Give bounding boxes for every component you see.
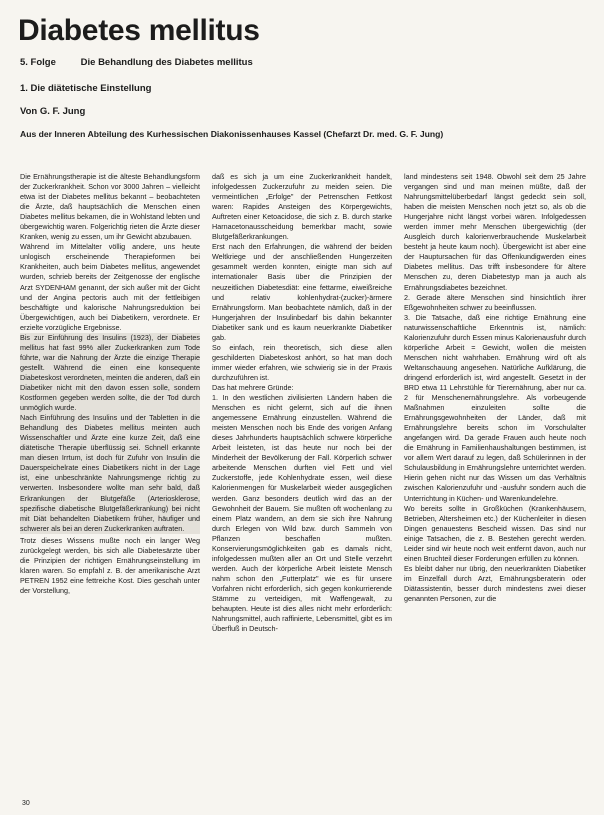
paragraph: Während im Mittelalter völlig andere, uns heute unlogisch erscheinende Therapieformen bei Krankheiten, auch beim Diabetes mellitus, angewendet wurden, schrieb bereits der Zeitgenosse der englische Arzt SYDENHAM genannt, der sich außer mit der Gicht und der Angina pectoris auch mit der fettleibigen beschäftigte und kalorische Nahrungsreduktion bei Übergewichtigen, auch bei Diabetikern, verordnete. Er erzielte vorzügliche Ergebnisse. xyxy=(20,242,200,332)
text-column-2 xyxy=(212,172,392,634)
page-number: 30 xyxy=(22,800,30,807)
paragraph: Es bleibt daher nur übrig, den neuerkrankten Diabetiker im Einzelfall durch Arzt, Ernährungsberaterin oder Diätassistentin, besser durch mindestens zwei dieser genannten Personen, zur die xyxy=(404,563,586,603)
paragraph: land mindestens seit 1948. Obwohl seit dem 25 Jahre vergangen sind und man meinen müßte, daß der Nahrungsmittelüberbedarf längst gedeckt sein soll, haben die meisten Menschen noch jetzt so, als ob die Hungerjahre nicht längst vorbei wären. Infolgedessen werden immer mehr Menschen übergewichtig (der Ausgleich durch kalorienverbrauchende Muskelarbeit besteht ja heute kaum noch). Übergewicht ist aber eine der Hauptursachen für das Offenkundigwerden eines Diabetes mellitus. Das trifft insbesondere für ältere Menschen zu, deren Diabetestyp man ja auch als Ernährungsdiabetes bezeichnet. xyxy=(404,172,586,292)
paragraph: So einfach, rein theoretisch, sich diese allen geschilderten Diabeteskost anhört, so hat man doch immer wieder erfahren, wie schwierig sie in der Praxis durchzuführen ist. xyxy=(212,342,392,382)
author-line: Von G. F. Jung xyxy=(20,106,86,117)
paragraph: 3. Die Tatsache, daß eine richtige Ernährung eine naturwissenschaftliche Erkenntnis ist, nämlich: Kalorienzufuhr durch Essen minus Kalorienausfuhr durch körperliche Arbeit = Gewicht, wollen die meisten Menschen nicht wahrhaben. Ernährung wird oft als Weltanschauung angesehen. Natürliche Aufklärung, die dringend erforderlich ist, wird angestellt. Gesetzt in der BRD etwa 11 Lehrstühle für Tierernährung, aber nur ca. 2 für Menschenernährungslehre. Als vorbeugende Maßnahmen einzuleiten sollte die Ernährungsgewohnheiten der Länder, daß mit Ernährungslehre bereits schon im Vorschulalter angefangen wird. Da gerade Frauen auch heute noch die Ernährung in Familienhaushaltungen bestimmen, ist vor allem Wert darauf zu legen, daß Schülerinnen in der Schulausbildung in Ernährungslehre unterrichtet werden. Hierin gehen nicht nur das Wissen um das Verhältnis zwischen Kalorienzufuhr und -ausfuhr sondern auch die Unterrichtung in Küchen- und Warenkundelehre. xyxy=(404,312,586,503)
text-column-3 xyxy=(404,172,586,604)
paragraph: daß es sich ja um eine Zuckerkrankheit handelt, infolgedessen Zuckerzufuhr zu meiden seien. Die vermeintlichen „Erfolge" der Petrenschen Fettkost waren: Rapides Ansteigen des Körpergewichts, Auftreten einer Ketoacidose, die sich z. B. durch starke Harnacetonausscheidung bemerkbar macht, sowie Blutgefäßerkrankungen. xyxy=(212,172,392,242)
article-title: Diabetes mellitus xyxy=(18,14,260,47)
article-subtitle xyxy=(20,57,253,68)
paragraph: Das hat mehrere Gründe: xyxy=(212,382,294,392)
text-column-1 xyxy=(20,172,200,772)
paragraph: Bis zur Einführung des Insulins (1923), der Diabetes mellitus hat fast 99% aller Zuckerkranken zum Tode führte, war die Nahrung der Ärzte die einzige Therapie gestellt. Während die einen eine konsequente Diabeteskost verordneten, meinten die anderen, daß ein Diabetiker nicht mit den davon essen solle, sondern Kostformen gegeben werden sollte, die der Tod durch unmöglich wurde. xyxy=(20,332,200,413)
affiliation-line: Aus der Inneren Abteilung des Kurhessischen Diakonissenhauses Kassel (Chefarzt Dr. med. G. F. Jung) xyxy=(20,129,444,139)
paragraph: Wo bereits sollte in Großküchen (Krankenhäusern, Betrieben, Altersheimen etc.) der Küchenleiter in diesen Dingen genauestens Bescheid wissen. Das sind nur einige Tatsachen, die z. B. Bestehen gerecht werden. Leider sind wir heute noch weit entfernt davon, auch nur einen Bruchteil dieser Forderungen erfüllen zu können. xyxy=(404,503,586,563)
series-label: 5. Folge xyxy=(20,57,56,68)
paragraph: 1. In den westlichen zivilisierten Ländern haben die Menschen es nicht gelernt, sich auf die ihnen angemessene Ernährung einzustellen. Während die meisten Menschen noch bis Ende des vorigen Anfang dieses Jahrhunderts hauptsächlich schwere körperliche Arbeit leisteten, ist das heute nur noch bei der Minderheit der Bevölkerung der Fall. Körperlich schwer arbeitende Menschen durften viel Fett und viel Zuckerstoffe, jede Kohlenhydrate essen, weil diese Kalorienmengen für Muskelarbeit wieder ausgeglichen werden. Ganz besonders deutlich wird das an der Gewohnheit der Bauern. Sie mußten oft wochenlang zu einem Platz wandern, an dem sie sich ihre Nahrung durch Erlegen von Wild bzw. durch Sammeln von Pflanzen beschaffen mußten. Konservierungsmöglichkeiten gab es damals nicht, infolgedessen mußten aller an Ort und Stelle verzehrt werden. Auch der körperliche Arbeit leistete Mensch nahm schon den „Futterplatz" wie es für unsere Vorfahren nicht erforderlich, sich gegen konkurrierende Stämme zu verteidigen, mit Waffengewalt, zu behaupten. Heute ist dies alles nicht mehr erforderlich: Nahrungsmittel, auch raffinierte, Lebensmittel, gibt es im Überfluß in Deutsch- xyxy=(212,393,392,634)
section-heading: 1. Die diätetische Einstellung xyxy=(20,83,152,94)
paragraph: 2. Gerade ältere Menschen sind hinsichtlich ihrer Eßgewohnheiten schwer zu beeinflussen. xyxy=(404,292,586,312)
paragraph: Erst nach den Erfahrungen, die während der beiden Weltkriege und der anschließenden Hungerzeiten gesammelt werden konnten, einigte man sich auf internationaler Basis über die Prinzipien der neuzeitlichen Diabetesdiät: eine fettarme, eiweißreiche und relativ kohlenhydrat-(zucker)-ärmere Ernährungsform. Man beobachtete nämlich, daß in der Hungerjahren der Insulinbedarf bis dahin bekannter Diabetiker sank und es kaum neuerkrankte Diabetiker gab. xyxy=(212,242,392,342)
subtitle-text: Die Behandlung des Diabetes mellitus xyxy=(80,57,253,68)
paragraph: Trotz dieses Wissens mußte noch ein langer Weg zurückgelegt werden, bis sich alle Diabetesärzte über die Prinzipien der richtigen Ernährungseinstellung im klaren waren. So empfahl z. B. der amerikanische Arzt PETREN 1952 eine fettreiche Kost. Dies geschah unter der Vorstellung, xyxy=(20,535,200,595)
paragraph: Nach Einführung des Insulins und der Tabletten in die Behandlung des Diabetes mellitus meinten auch Wissenschaftler und Ärzte eine kurze Zeit, daß eine diätetische Therapie überflüssig sei. Schnell erkannte man diesen Irrtum, ist doch für Zufuhr von Insulin die Dauerspeichelrate eines Diabetikers nicht in der Lage ist, eine unbeschränkte Nahrungsmenge richtig zu verwerten. Insbesondere wollte man sehr bald, daß Erkrankungen der Blutgefäße (Arteriosklerose, spezifische diabetische Blutgefäßerkrankung) bei nicht mit Diät behandelten Diabetikern früher, häufiger und schwerer als bei an deren Zuckerkranken auftraten. xyxy=(20,413,200,533)
paragraph: Die Ernährungstherapie ist die älteste Behandlungsform der Zuckerkrankheit. Schon vor 3000 Jahren – vielleicht etwa ist der Diabetes mellitus bekannt – beobachteten die Ärzte, daß hauptsächlich die Menschen einen Diabetes mellitus bekamen, die in Wohlstand lebten und übergewichtig waren. Folgerichtig rieten die Ärzte dieser Kranken, wenig zu essen, um ihr Gewicht abzubauen. xyxy=(20,172,200,242)
